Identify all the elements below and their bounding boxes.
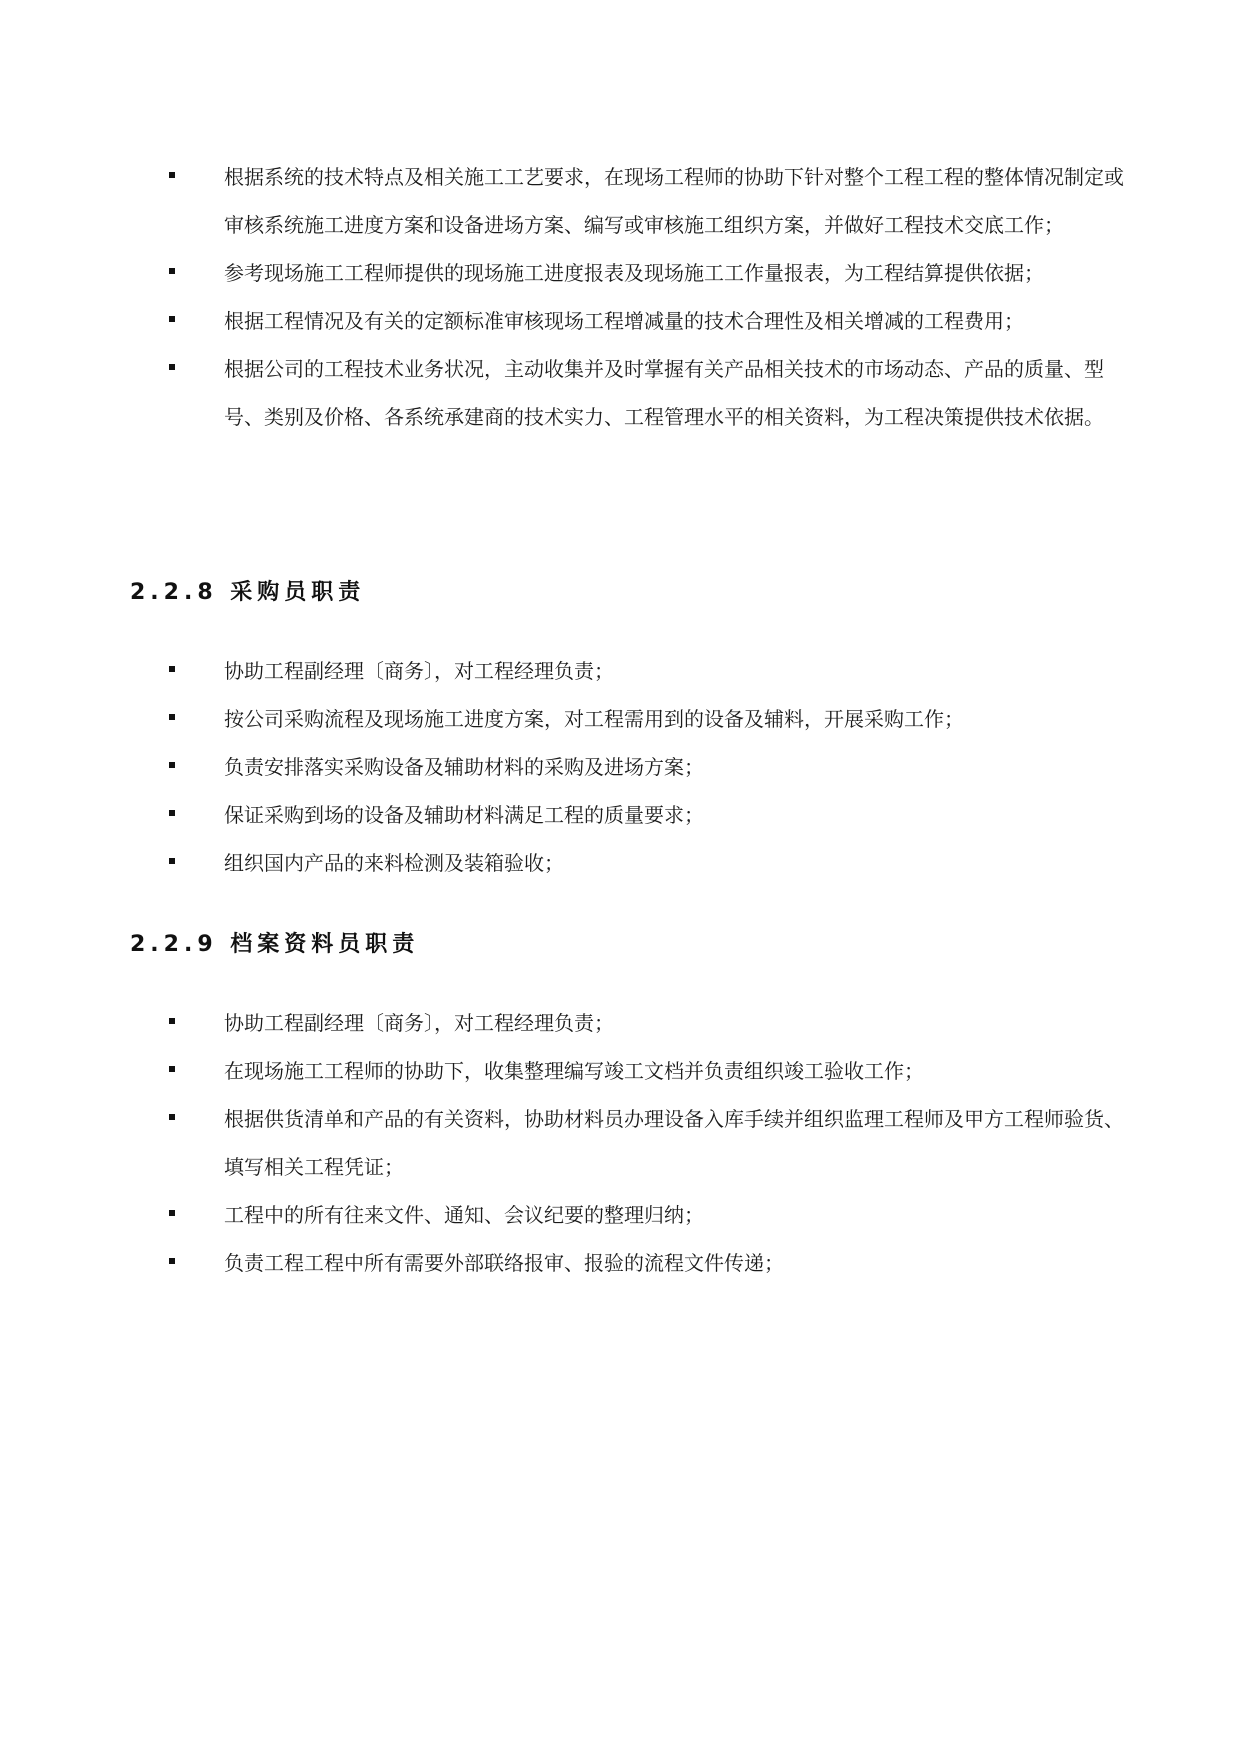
list-item: 根据供货清单和产品的有关资料，协助材料员办理设备入库手续并组织监理工程师及甲方工程师验货、填写相关工程凭证； [134, 1095, 1124, 1191]
list-item: 负责安排落实采购设备及辅助材料的采购及进场方案； [134, 743, 1124, 791]
bullet-square-icon [169, 364, 175, 370]
bullet-list [134, 999, 1124, 1287]
bullet-square-icon [169, 666, 175, 672]
bullet-square-icon [169, 1114, 175, 1120]
duties-list-purchaser [134, 647, 1124, 887]
list-item: 协助工程副经理〔商务〕，对工程经理负责； [134, 999, 1124, 1047]
bullet-square-icon [169, 858, 175, 864]
bullet-square-icon [169, 172, 175, 178]
bullet-square-icon [169, 1210, 175, 1216]
list-item: 负责工程工程中所有需要外部联络报审、报验的流程文件传递； [134, 1239, 1124, 1287]
list-item: 协助工程副经理〔商务〕，对工程经理负责； [134, 647, 1124, 695]
bullet-list [134, 647, 1124, 887]
list-item: 根据系统的技术特点及相关施工工艺要求，在现场工程师的协助下针对整个工程工程的整体情况制定或审核系统施工进度方案和设备进场方案、编写或审核施工组织方案，并做好工程技术交底工作； [134, 153, 1124, 249]
list-item: 组织国内产品的来料检测及装箱验收； [134, 839, 1124, 887]
list-item: 参考现场施工工程师提供的现场施工进度报表及现场施工工作量报表，为工程结算提供依据； [134, 249, 1124, 297]
list-item: 根据工程情况及有关的定额标准审核现场工程增减量的技术合理性及相关增减的工程费用； [134, 297, 1124, 345]
section-heading-purchaser: 2.2.8 采购员职责 [130, 580, 366, 605]
bullet-square-icon [169, 762, 175, 768]
list-item: 根据公司的工程技术业务状况，主动收集并及时掌握有关产品相关技术的市场动态、产品的质量、型号、类别及价格、各系统承建商的技术实力、工程管理水平的相关资料，为工程决策提供技术依据。 [134, 345, 1124, 441]
section-heading-archivist: 2.2.9 档案资料员职责 [130, 932, 420, 957]
bullet-square-icon [169, 1018, 175, 1024]
bullet-square-icon [169, 810, 175, 816]
bullet-square-icon [169, 714, 175, 720]
bullet-square-icon [169, 1258, 175, 1264]
bullet-list [134, 153, 1124, 441]
bullet-square-icon [169, 316, 175, 322]
bullet-square-icon [169, 268, 175, 274]
duties-list-top [134, 153, 1124, 441]
list-item: 保证采购到场的设备及辅助材料满足工程的质量要求； [134, 791, 1124, 839]
list-item: 按公司采购流程及现场施工进度方案，对工程需用到的设备及辅料，开展采购工作； [134, 695, 1124, 743]
list-item: 工程中的所有往来文件、通知、会议纪要的整理归纳； [134, 1191, 1124, 1239]
list-item: 在现场施工工程师的协助下，收集整理编写竣工文档并负责组织竣工验收工作； [134, 1047, 1124, 1095]
duties-list-archivist [134, 999, 1124, 1287]
bullet-square-icon [169, 1066, 175, 1072]
